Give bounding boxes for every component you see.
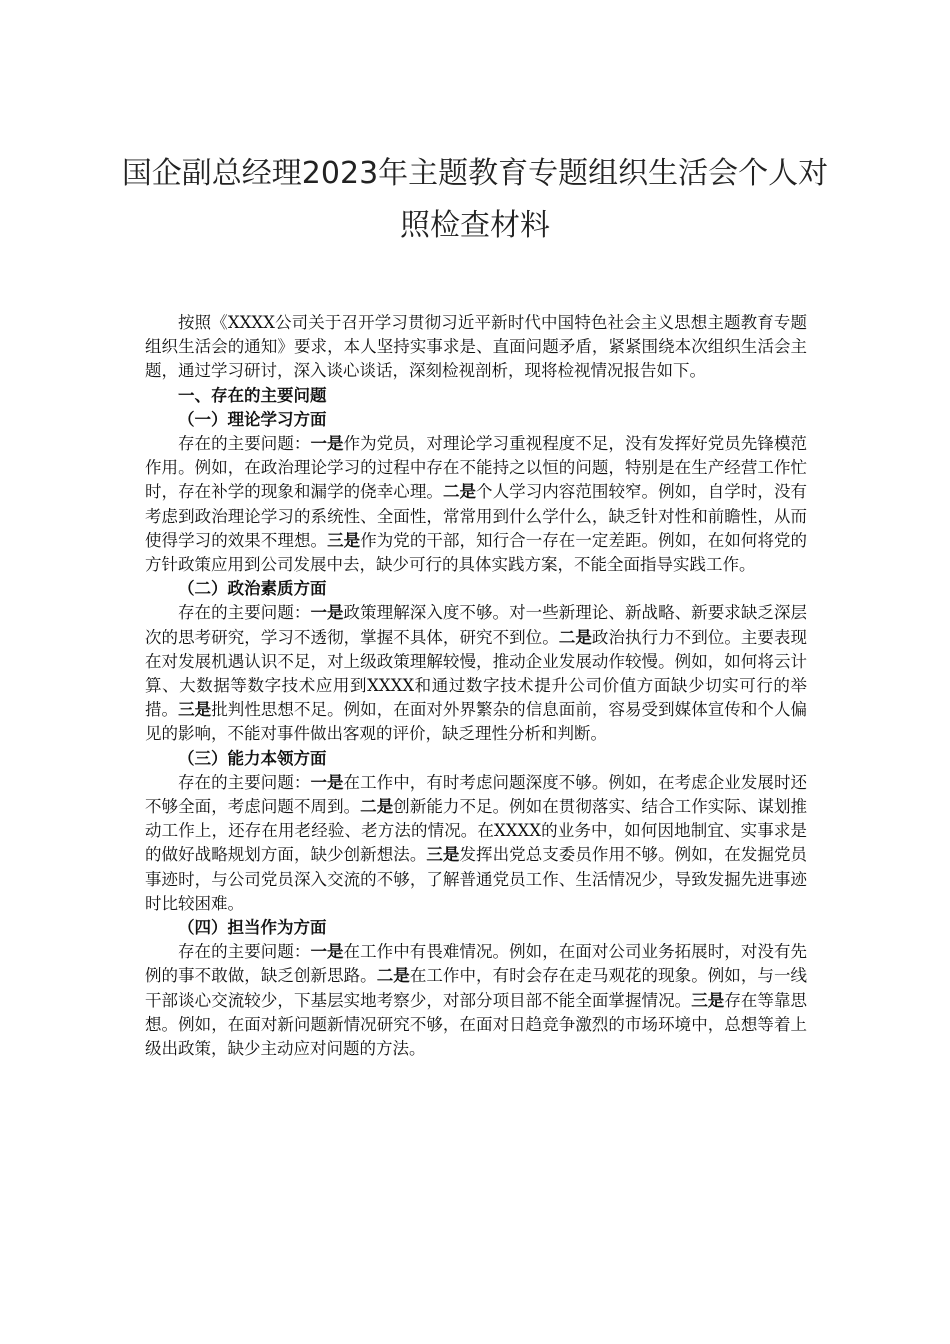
subsection-heading-theory: （一）理论学习方面 [178,409,327,429]
document-body [145,311,807,1061]
marker-first: 一是 [310,603,344,623]
point-text: 在工作中，有时考虑问题深度不够。例如，在考虑企业发展时还不够全面，考虑问题不周到。 [145,772,808,817]
lead-text: 存在的主要问题： [178,772,311,792]
marker-third: 三是 [327,530,361,550]
point-text: 政治执行力不到位。主要表现在对发展机遇认识不足，对上级政策理解较慢，推动企业发展动作较慢。例如，如何将云计算、大数据等数字技术应用到XXXX和通过数字技术提升公司价值方面缺少切实可行的举措。 [145,627,808,720]
lead-text: 存在的主要问题： [178,942,311,962]
paragraph-politics [145,601,807,746]
point-text: 创新能力不足。例如在贯彻落实、结合工作实际、谋划推动工作上，还存在用老经验、老方法的情况。在XXXX的业务中，如何因地制宜、实事求是的做好战略规划方面，缺少创新想法。 [145,797,808,865]
point-text: 政策理解深入度不够。对一些新理论、新战略、新要求缺乏深层次的思考研究，学习不透彻，掌握不具体，研究不到位。 [145,603,808,647]
intro-paragraph: 按照《XXXX公司关于召开学习贯彻习近平新时代中国特色社会主义思想主题教育专题组织生活会的通知》要求，本人坚持实事求是、直面问题矛盾，紧紧围绕本次组织生活会主题，通过学习研讨，深入谈心谈话，深刻检视剖析，现将检视情况报告如下。 [145,313,807,381]
marker-third: 三是 [178,700,212,720]
subsection-heading-ability: （三）能力本领方面 [178,748,327,768]
marker-first: 一是 [310,772,344,792]
marker-first: 一是 [310,942,344,962]
subsection-heading-responsibility: （四）担当作为方面 [178,918,327,938]
point-text: 作为党员，对理论学习重视程度不足，没有发挥好党员先锋模范作用。例如，在政治理论学习的过程中存在不能持之以恒的问题，特别是在生产经营工作忙时，存在补学的现象和漏学的侥幸心理。 [145,434,808,502]
section-heading: 一、存在的主要问题 [178,385,327,405]
marker-second: 二是 [442,482,477,502]
lead-text: 存在的主要问题： [178,603,311,623]
marker-second: 二是 [376,966,410,986]
marker-third: 三是 [426,845,460,865]
point-text: 批判性思想不足。例如，在面对外界繁杂的信息面前，容易受到媒体宣传和个人偏见的影响，不能对事件做出客观的评价，缺乏理性分析和判断。 [145,700,808,744]
point-text: 存在等靠思想。例如，在面对新问题新情况研究不够，在面对日趋竞争激烈的市场环境中，总想等着上级出政策，缺少主动应对问题的方法。 [145,990,808,1059]
paragraph-ability [145,771,807,916]
paragraph-theory [145,432,807,577]
point-text: 在工作中，有时会存在走马观花的现象。例如，与一线干部谈心交流较少，下基层实地考察少，对部分项目部不能全面掌握情况。 [145,966,808,1010]
subsection-heading-politics: （二）政治素质方面 [178,579,327,599]
point-text: 发挥出党总支委员作用不够。例如，在发掘党员事迹时，与公司党员深入交流的不够，了解普通党员工作、生活情况少，导致发掘先进事迹时比较困难。 [145,845,808,913]
paragraph-responsibility [145,940,807,1061]
marker-second: 二是 [360,797,394,817]
marker-first: 一是 [310,434,344,454]
point-text: 在工作中有畏难情况。例如，在面对公司业务拓展时，对没有先例的事不敢做，缺乏创新思路。 [145,942,808,986]
lead-text: 存在的主要问题： [178,434,311,454]
marker-third: 三是 [691,990,725,1010]
document-title: 国企副总经理2023年主题教育专题组织生活会个人对照检查材料 [121,156,829,243]
point-text: 个人学习内容范围较窄。例如，自学时，没有考虑到政治理论学习的系统性、全面性，常常用到什么学什么，缺乏针对性和前瞻性，从而使得学习的效果不理想。 [145,482,808,550]
marker-second: 二是 [558,627,592,647]
point-text: 作为党的干部，知行合一存在一定差距。例如，在如何将党的方针政策应用到公司发展中去，缺少可行的具体实践方案，不能全面指导实践工作。 [145,530,808,575]
